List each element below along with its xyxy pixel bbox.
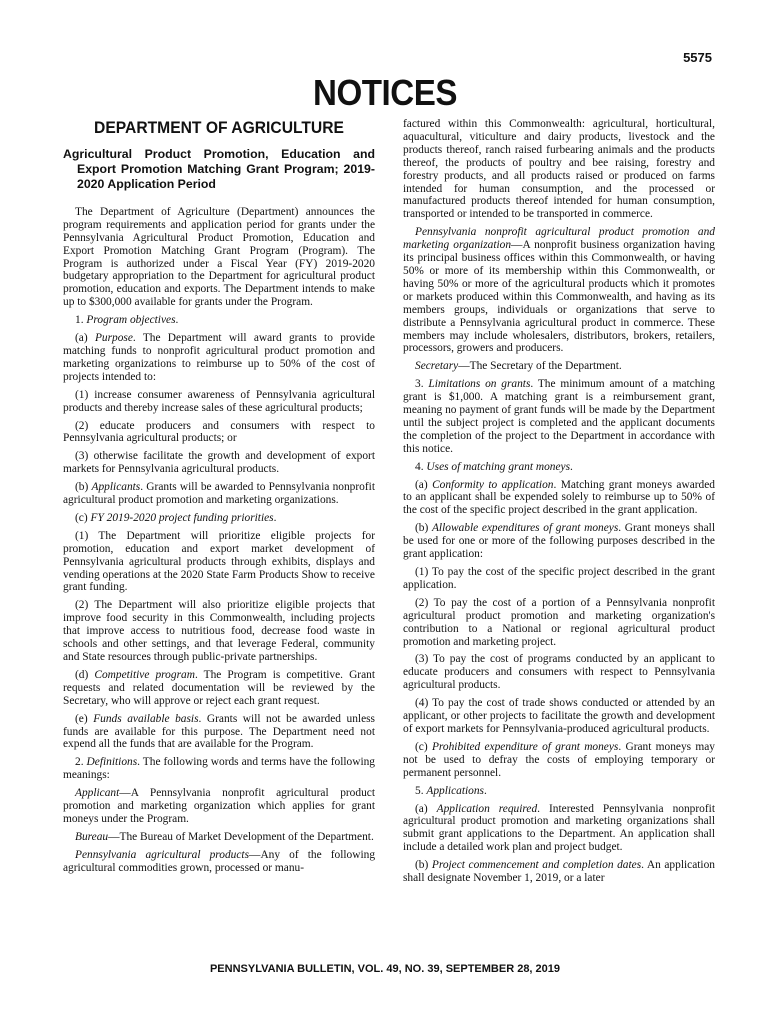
competitive-paragraph: (d) Competitive program. The Program is competitive. Grant requests and related documentation will be reviewed by the Secretary, who will approve or reject each grant request.: [63, 668, 375, 707]
allowable-item-4: (4) To pay the cost of trade shows conducted or attended by an applicant, or other projects to facilitate the growth and development of export markets for Pennsylvania-produced agricultural products.: [403, 697, 715, 735]
allowable-item-2: (2) To pay the cost of a portion of a Pennsylvania nonprofit agricultural product promotion and marketing organization's contribution to a National or regional agricultural product promotion and marketing project.: [403, 596, 715, 648]
allowable-item-1: (1) To pay the cost of the specific project described in the grant application.: [403, 566, 715, 591]
application-required-paragraph: (a) Application required. Interested Pennsylvania nonprofit agricultural product promotion and marketing organizations shall submit grant applications to the Department. An application shall include a detailed work plan and project budget.: [403, 802, 715, 854]
allowable-paragraph: (b) Allowable expenditures of grant moneys. Grant moneys shall be used for one or more of the following purposes described in the grant application:: [403, 522, 715, 561]
purpose-paragraph: (a) Purpose. The Department will award grants to provide matching funds to nonprofit agricultural product promotion and marketing organizations to reimburse up to 50% of the cost of projects intended to:: [63, 332, 375, 383]
department-heading: DEPARTMENT OF AGRICULTURE: [94, 118, 344, 137]
section-2-heading: 2. Definitions. The following words and terms have the following meanings:: [63, 756, 376, 782]
allowable-item-3: (3) To pay the cost of programs conducted by an applicant to educate producers and consumers with respect to Pennsylvania agricultural products.: [403, 653, 715, 692]
section-1-heading: 1. Program objectives.: [75, 314, 179, 327]
definition-pa-products-continued: factured within this Commonwealth: agricultural, horticultural, aquacultural, viticulture and dairy products, livestock and the products thereof, ranch raised furbearing animals and the products thereof, the products of poultry and bee raising, forestry and forestry products, and all products raised or produced on farms intended for human consumption, and the processed or manufactured products thereof intended for human consumption, transported or intended to be transported in commerce.: [403, 118, 715, 221]
priorities-heading: (c) FY 2019-2020 project funding priorities.: [75, 511, 277, 524]
section-3-paragraph: 3. Limitations on grants. The minimum amount of a matching grant is $1,000. A matching grant is a reimbursement grant, meaning no payment of grant funds will be made by the Department until the subject project is completed and the applicant documents the completion of the project to the Department in accordance with this notice.: [403, 378, 715, 455]
applicants-paragraph: (b) Applicants. Grants will be awarded to Pennsylvania nonprofit agricultural product promotion and marketing organizations.: [63, 481, 375, 507]
definition-pa-products: Pennsylvania agricultural products—Any of the following agricultural commodities grown, processed or manu-: [63, 848, 376, 874]
section-title: NOTICES: [312, 72, 457, 113]
definition-bureau: Bureau—The Bureau of Market Development of the Department.: [75, 830, 374, 843]
section-5-heading: 5. Applications.: [415, 784, 487, 797]
definition-nonprofit: Pennsylvania nonprofit agricultural product promotion and marketing organization—A nonprofit business organization having its principal business offices within this Commonwealth, or having 50% or more of its membership within this Commonwealth, or having 50% or more of the agricultural products which it promotes or markets produced within this Commonwealth, and having as its members groups, individuals or organizations that serve to distribute a Pennsylvania agricultural product in commerce. These members may include wholesalers, distributors, brokers, retailers, processors, growers and producers.: [403, 226, 715, 355]
page-footer: PENNSYLVANIA BULLETIN, VOL. 49, NO. 39, SEPTEMBER 28, 2019: [209, 963, 561, 975]
priority-item-2: (2) The Department will also prioritize eligible projects that improve food security in this Commonwealth, including projects that improve access to nutritious food, decrease food waste in schools and other settings, and that leverage Federal, community and State resources through public-private partnerships.: [63, 599, 375, 663]
page-number: 5575: [683, 50, 712, 65]
right-column: [403, 118, 715, 890]
section-4-heading: 4. Uses of matching grant moneys.: [415, 460, 573, 473]
purpose-item-3: (3) otherwise facilitate the growth and development of export markets for Pennsylvania agricultural products.: [63, 450, 375, 476]
funds-paragraph: (e) Funds available basis. Grants will not be awarded unless funds are available for this purpose. The Department need not expend all the funds that are available for the Program.: [63, 712, 375, 751]
commencement-paragraph: (b) Project commencement and completion dates. An application shall designate November 1, 2019, or a later: [403, 859, 715, 885]
conformity-paragraph: (a) Conformity to application. Matching grant moneys awarded to an applicant shall be expended solely to reimburse up to 50% of the cost of the specific project described in the grant application.: [403, 478, 715, 517]
definition-secretary: Secretary—The Secretary of the Department.: [415, 360, 622, 373]
definition-applicant: Applicant—A Pennsylvania nonprofit agricultural product promotion and marketing organization which applies for grant moneys under the Program.: [63, 787, 375, 825]
left-column: [63, 118, 375, 880]
notice-title: Agricultural Product Promotion, Education and Export Promotion Matching Grant Program; 2019-2020 Application Period: [63, 146, 375, 191]
prohibited-paragraph: (c) Prohibited expenditure of grant moneys. Grant moneys may not be used to defray the costs of employing temporary or permanent personnel.: [403, 740, 715, 779]
intro-paragraph: The Department of Agriculture (Department) announces the program requirements and application period for grants under the Pennsylvania Agricultural Product Promotion, Education and Export Promotion Matching Grant Program (Program). The Program is authorized under a Fiscal Year (FY) 2019-2020 budgetary appropriation to the Department for agricultural product promotion, education and exports. The Department intends to make up to $300,000 available for grants under the Program.: [63, 205, 375, 309]
priority-item-1: (1) The Department will prioritize eligible projects for promotion, education and export market development of Pennsylvania agricultural products through exhibits, displays and vending operations at the 2020 State Farm Products Show to receive grant funding.: [63, 529, 375, 594]
purpose-item-2: (2) educate producers and consumers with respect to Pennsylvania agricultural products; or: [63, 419, 375, 445]
purpose-item-1: (1) increase consumer awareness of Pennsylvania agricultural products and thereby increase sales of these agricultural products;: [63, 388, 375, 414]
